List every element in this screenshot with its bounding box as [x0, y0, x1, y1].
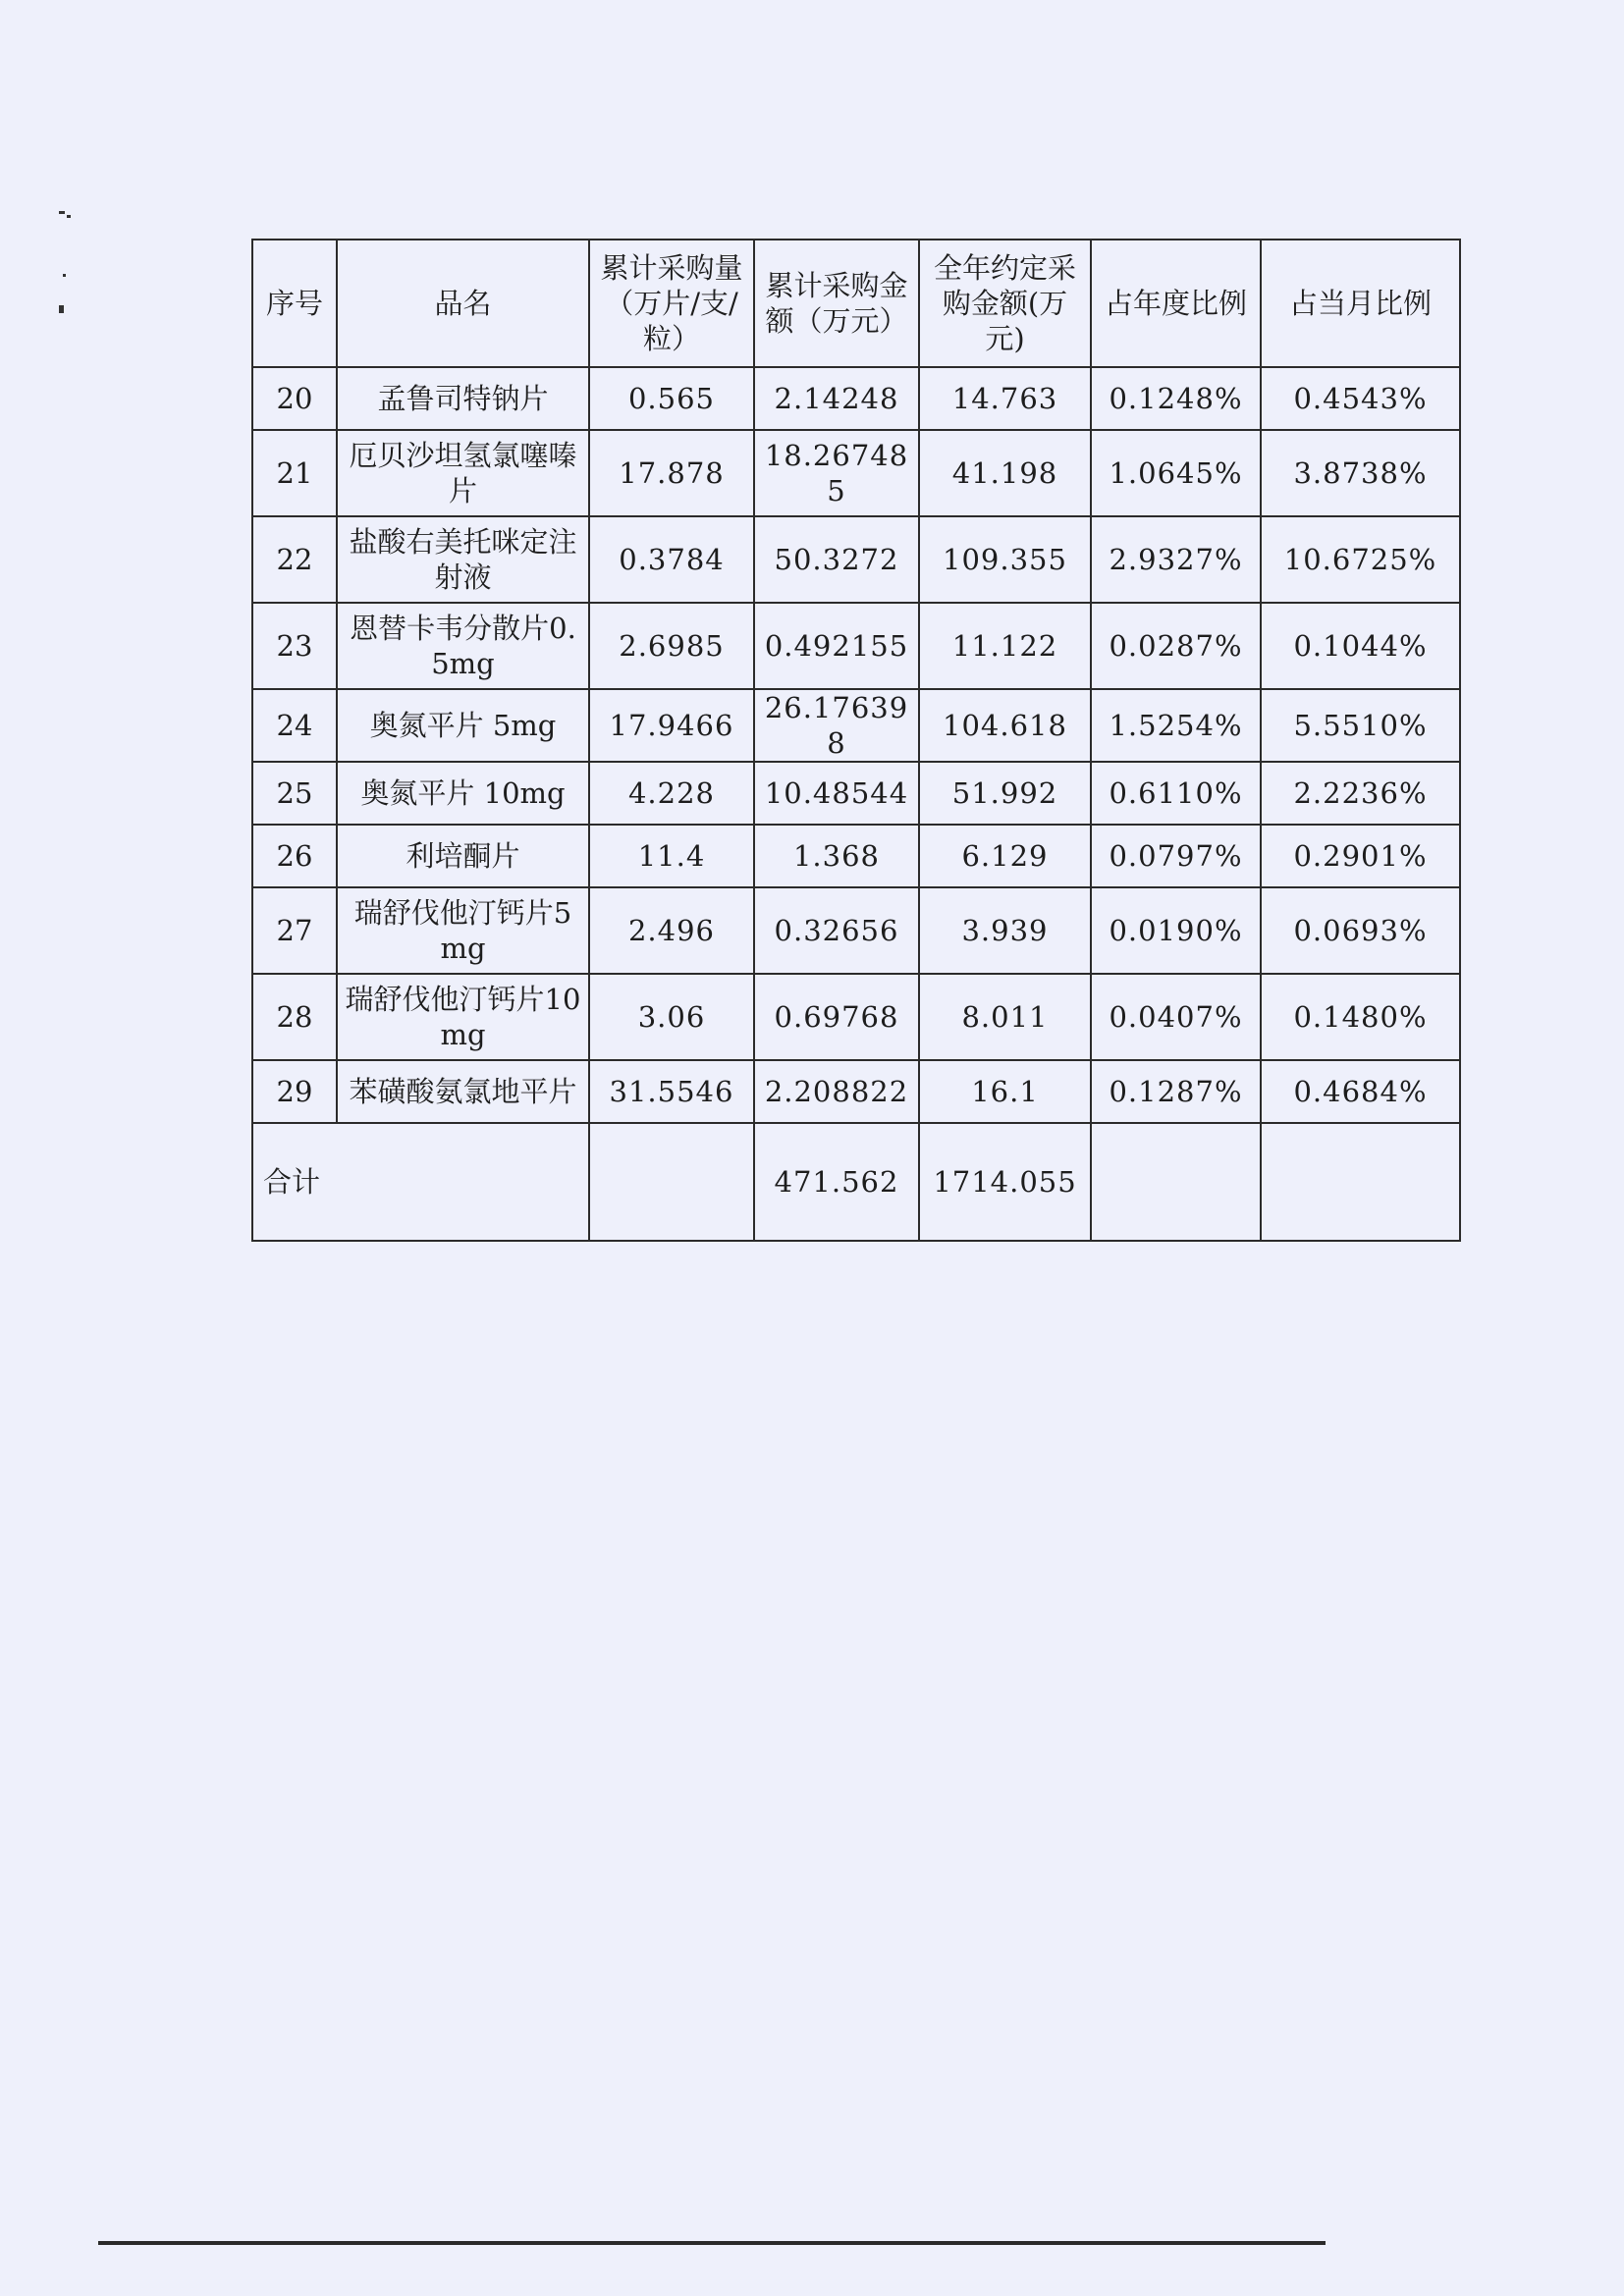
cell-annual: 3.939: [919, 887, 1091, 974]
cell-seq: 29: [252, 1060, 337, 1123]
table-row: [252, 603, 1460, 689]
cell-ratio-month: 3.8738%: [1261, 430, 1460, 516]
cell-annual: 6.129: [919, 825, 1091, 887]
table-row: [252, 1060, 1460, 1123]
cell-ratio-month: 0.4543%: [1261, 367, 1460, 430]
cell-seq: 26: [252, 825, 337, 887]
cell-qty: 2.6985: [589, 603, 754, 689]
cell-annual: 16.1: [919, 1060, 1091, 1123]
cell-ratio-month: 2.2236%: [1261, 762, 1460, 825]
cell-ratio-month: 0.1044%: [1261, 603, 1460, 689]
cell-qty: 2.496: [589, 887, 754, 974]
cell-seq: 25: [252, 762, 337, 825]
cell-name: 奥氮平片 5mg: [337, 689, 589, 762]
cell-ratio-year: 2.9327%: [1091, 516, 1261, 603]
table-row: [252, 762, 1460, 825]
cell-amount: 26.176398: [754, 689, 919, 762]
cell-seq: 28: [252, 974, 337, 1060]
cell-name: 瑞舒伐他汀钙片5mg: [337, 887, 589, 974]
table-row: [252, 689, 1460, 762]
cell-ratio-month: 0.2901%: [1261, 825, 1460, 887]
cell-seq: 21: [252, 430, 337, 516]
cell-amount: 1.368: [754, 825, 919, 887]
total-ratio-year-empty: [1091, 1123, 1261, 1241]
cell-qty: 3.06: [589, 974, 754, 1060]
cell-ratio-month: 10.6725%: [1261, 516, 1460, 603]
cell-name: 瑞舒伐他汀钙片10mg: [337, 974, 589, 1060]
procurement-table: [251, 239, 1461, 1242]
cell-annual: 51.992: [919, 762, 1091, 825]
cell-ratio-month: 0.0693%: [1261, 887, 1460, 974]
cell-seq: 24: [252, 689, 337, 762]
cell-ratio-year: 1.0645%: [1091, 430, 1261, 516]
cell-ratio-year: 0.0797%: [1091, 825, 1261, 887]
cell-seq: 20: [252, 367, 337, 430]
cell-annual: 11.122: [919, 603, 1091, 689]
header-ratio-month: 占当月比例: [1261, 240, 1460, 367]
cell-annual: 109.355: [919, 516, 1091, 603]
table-total-row: [252, 1123, 1460, 1241]
cell-name: 孟鲁司特钠片: [337, 367, 589, 430]
cell-ratio-month: 0.4684%: [1261, 1060, 1460, 1123]
cell-annual: 104.618: [919, 689, 1091, 762]
header-ratio-year: 占年度比例: [1091, 240, 1261, 367]
table-row: [252, 430, 1460, 516]
cell-seq: 27: [252, 887, 337, 974]
total-annual: 1714.055: [919, 1123, 1091, 1241]
header-name: 品名: [337, 240, 589, 367]
cell-qty: 11.4: [589, 825, 754, 887]
cell-ratio-month: 0.1480%: [1261, 974, 1460, 1060]
table-row: [252, 887, 1460, 974]
cell-annual: 14.763: [919, 367, 1091, 430]
header-amount: 累计采购金额（万元）: [754, 240, 919, 367]
cell-name: 厄贝沙坦氢氯噻嗪片: [337, 430, 589, 516]
cell-name: 恩替卡韦分散片0.5mg: [337, 603, 589, 689]
cell-name: 苯磺酸氨氯地平片: [337, 1060, 589, 1123]
cell-ratio-year: 0.0287%: [1091, 603, 1261, 689]
header-qty: 累计采购量（万片/支/粒）: [589, 240, 754, 367]
total-qty-empty: [589, 1123, 754, 1241]
cell-name: 利培酮片: [337, 825, 589, 887]
header-seq: 序号: [252, 240, 337, 367]
cell-qty: 17.878: [589, 430, 754, 516]
cell-qty: 31.5546: [589, 1060, 754, 1123]
table-row: [252, 367, 1460, 430]
header-annual: 全年约定采购金额(万元): [919, 240, 1091, 367]
cell-amount: 2.14248: [754, 367, 919, 430]
cell-ratio-year: 0.6110%: [1091, 762, 1261, 825]
cell-annual: 8.011: [919, 974, 1091, 1060]
cell-amount: 50.3272: [754, 516, 919, 603]
total-amount: 471.562: [754, 1123, 919, 1241]
cell-qty: 0.3784: [589, 516, 754, 603]
cell-ratio-year: 0.1248%: [1091, 367, 1261, 430]
margin-marks: [57, 211, 77, 329]
total-ratio-month-empty: [1261, 1123, 1460, 1241]
table-header-row: [252, 240, 1460, 367]
cell-qty: 17.9466: [589, 689, 754, 762]
cell-name: 奥氮平片 10mg: [337, 762, 589, 825]
cell-annual: 41.198: [919, 430, 1091, 516]
total-label: 合计: [252, 1123, 589, 1241]
cell-amount: 0.492155: [754, 603, 919, 689]
cell-ratio-year: 1.5254%: [1091, 689, 1261, 762]
cell-name: 盐酸右美托咪定注射液: [337, 516, 589, 603]
cell-ratio-year: 0.0190%: [1091, 887, 1261, 974]
cell-ratio-year: 0.0407%: [1091, 974, 1261, 1060]
cell-seq: 23: [252, 603, 337, 689]
cell-ratio-month: 5.5510%: [1261, 689, 1460, 762]
table-row: [252, 974, 1460, 1060]
table-row: [252, 516, 1460, 603]
cell-amount: 2.208822: [754, 1060, 919, 1123]
cell-ratio-year: 0.1287%: [1091, 1060, 1261, 1123]
bottom-rule: [98, 2241, 1326, 2245]
cell-amount: 0.69768: [754, 974, 919, 1060]
cell-amount: 10.48544: [754, 762, 919, 825]
cell-qty: 0.565: [589, 367, 754, 430]
table-row: [252, 825, 1460, 887]
cell-amount: 18.267485: [754, 430, 919, 516]
cell-qty: 4.228: [589, 762, 754, 825]
cell-amount: 0.32656: [754, 887, 919, 974]
cell-seq: 22: [252, 516, 337, 603]
